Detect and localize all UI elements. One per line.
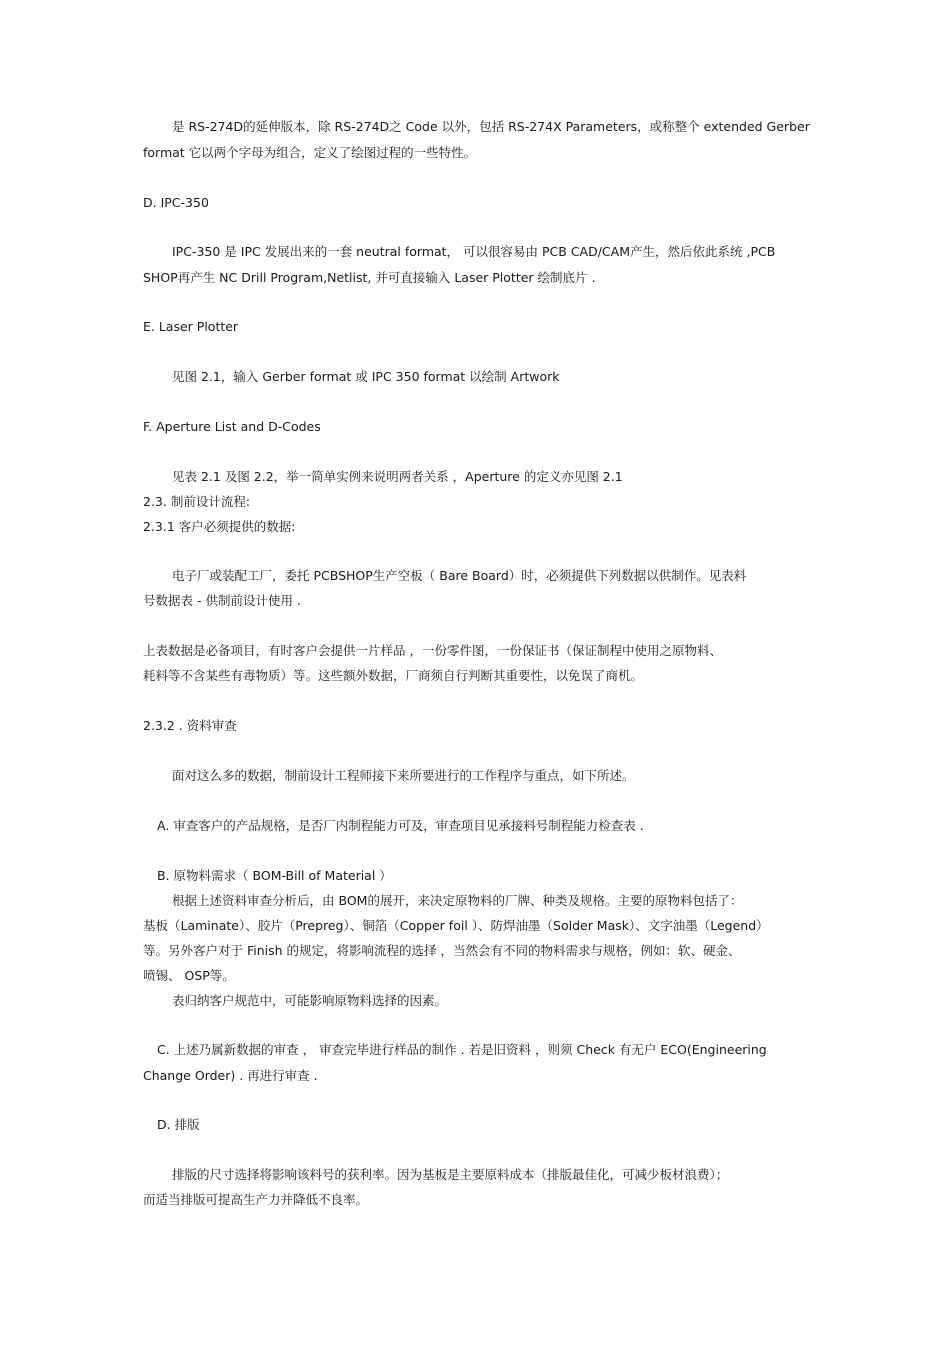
paragraph-line: IPC-350 是 IPC 发展出来的一套 neutral format， 可以很容易由 PCB CAD/CAM产生，然后依此系统 ,PCB bbox=[172, 244, 776, 259]
paragraph-line: 上表数据是必备项目，有时客户会提供一片样品 ，一份零件图，一份保证书（保证制程中使用之原物料、 bbox=[143, 643, 722, 658]
paragraph-line: 号数据表 - 供制前设计使用 . bbox=[143, 593, 301, 608]
section-heading: D. IPC-350 bbox=[143, 195, 209, 210]
list-item: C. 上述乃属新数据的审查 ， 审查完毕进行样品的制作 . 若是旧资料 ，则须 Check 有无户 ECO(Engineering bbox=[157, 1042, 767, 1057]
paragraph-line: 耗料等不含某些有毒物质）等。这些额外数据，厂商须自行判断其重要性，以免误了商机。 bbox=[143, 668, 644, 683]
paragraph-line: 表归纳客户规范中，可能影响原物料选择的因素。 bbox=[172, 993, 448, 1008]
paragraph-line: 电子厂或装配工厂，委托 PCBSHOP生产空板（ Bare Board）时，必须提供下列数据以供制作。见表料 bbox=[172, 568, 747, 583]
list-item: B. 原物料需求（ BOM-Bill of Material ） bbox=[157, 868, 392, 883]
section-heading: F. Aperture List and D-Codes bbox=[143, 419, 321, 434]
paragraph-line: 喷锡、 OSP等。 bbox=[143, 968, 235, 983]
paragraph-line: 见图 2.1，输入 Gerber format 或 IPC 350 format 以绘制 Artwork bbox=[172, 369, 560, 384]
paragraph-line: 见表 2.1 及图 2.2，举一简单实例来说明两者关系 ，Aperture 的定义亦见图 2.1 bbox=[172, 469, 623, 484]
paragraph-line: 而适当排版可提高生产力并降低不良率。 bbox=[143, 1192, 369, 1207]
paragraph-line: 是 RS-274D的延伸版本，除 RS-274D之 Code 以外，包括 RS-274X Parameters，或称整个 extended Gerber bbox=[172, 119, 810, 134]
paragraph-line: 面对这么多的数据，制前设计工程师接下来所要进行的工作程序与重点，如下所述。 bbox=[172, 768, 635, 783]
paragraph-line: 等。另外客户对于 Finish 的规定，将影响流程的选择 ，当然会有不同的物料需求与规格，例如：软、硬金、 bbox=[143, 943, 741, 958]
list-item: A. 审查客户的产品规格，是否厂内制程能力可及，审查项目见承接料号制程能力检查表 . bbox=[157, 818, 644, 833]
paragraph-line: 基板（Laminate）、胶片（Prepreg）、铜箔（Copper foil ）、防焊油墨（Solder Mask）、文字油墨（Legend） bbox=[143, 918, 769, 933]
section-heading: 2.3.2 . 资料审查 bbox=[143, 718, 237, 733]
paragraph-line: Change Order) . 再进行审查 . bbox=[143, 1068, 318, 1083]
paragraph-line: 排版的尺寸选择将影响该料号的获利率。因为基板是主要原料成本（排版最佳化，可减少板材浪费）； bbox=[172, 1167, 729, 1182]
section-heading: E. Laser Plotter bbox=[143, 319, 239, 334]
list-item: D. 排版 bbox=[157, 1117, 200, 1132]
section-heading: 2.3. 制前设计流程: bbox=[143, 494, 251, 509]
paragraph-line: SHOP再产生 NC Drill Program,Netlist, 并可直接输入 Laser Plotter 绘制底片 . bbox=[143, 270, 596, 285]
paragraph-line: 根据上述资料审查分析后，由 BOM的展开，来决定原物料的厂牌、种类及规格。主要的原物料包括了： bbox=[172, 893, 743, 908]
section-heading: 2.3.1 客户必须提供的数据: bbox=[143, 519, 296, 534]
paragraph-line: format 它以两个字母为组合，定义了绘图过程的一些特性。 bbox=[143, 145, 477, 160]
